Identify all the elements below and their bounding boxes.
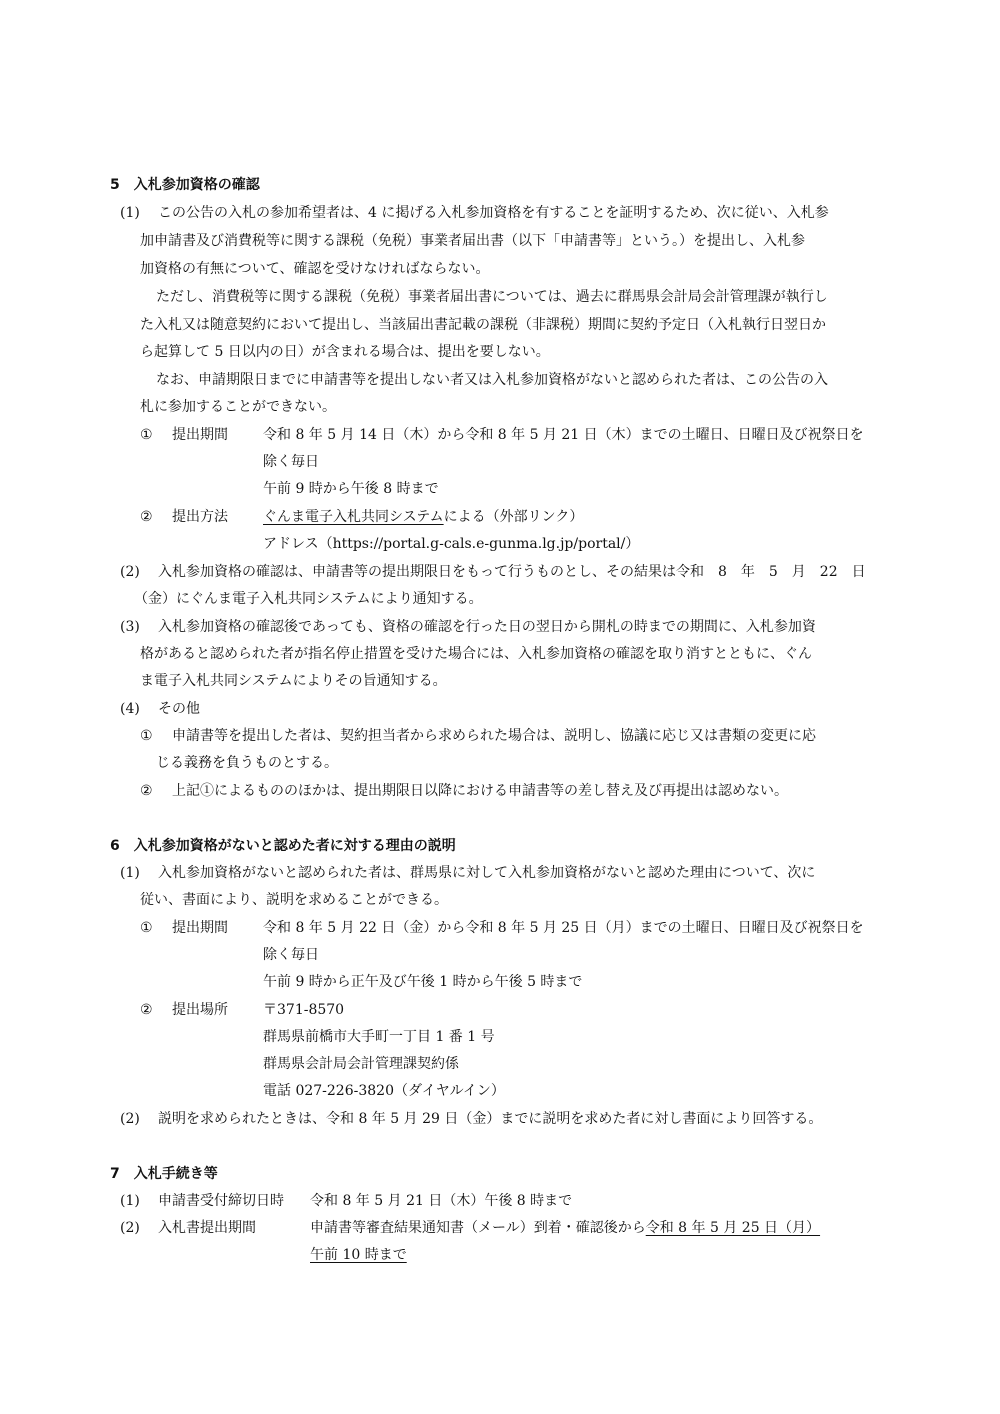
- s5-item2-label: 提出方法: [172, 509, 228, 525]
- office-phone: 電話 027-226-3820（ダイヤルイン）: [263, 1083, 505, 1099]
- s5-p1-line: ら起算して 5 日以内の日）が含まれる場合は、提出を要しない。: [140, 344, 550, 360]
- s6-p2-line: 説明を求められたときは、令和 8 年 5 月 29 日（金）までに説明を求めた者に対し書面により回答する。: [158, 1111, 823, 1127]
- s5-p3-line: 格があると認められた者が指名停止措置を受けた場合には、入札参加資格の確認を取り消すとともに、ぐん: [140, 646, 812, 662]
- s5-p1-line: た入札又は随意契約において提出し、当該届出書記載の課税（非課税）期間に契約予定日（入札執行日翌日か: [140, 317, 826, 333]
- section-5-heading: 5 入札参加資格の確認: [110, 177, 260, 193]
- s5-p4-item1-line: 申請書等を提出した者は、契約担当者から求められた場合は、説明し、協議に応じ又は書類の変更に応: [172, 728, 816, 744]
- s7-p2-value-prefix: 申請書等審査結果通知書（メール）到着・確認後から: [310, 1220, 646, 1236]
- s6-item2-label: 提出場所: [172, 1002, 228, 1018]
- s5-p4-item1-line: じる義務を負うものとする。: [156, 755, 338, 771]
- s6-item1-number: ①: [140, 920, 153, 936]
- office-department: 群馬県会計局会計管理課契約係: [263, 1056, 459, 1072]
- s5-item1-label: 提出期間: [172, 427, 228, 443]
- s7-p1-number: (1): [120, 1193, 140, 1209]
- s5-p1-line: 札に参加することができない。: [140, 399, 336, 415]
- s5-p4-item1-number: ①: [140, 728, 153, 744]
- s7-p2-number: (2): [120, 1220, 140, 1236]
- office-address: 群馬県前橋市大手町一丁目 1 番 1 号: [263, 1029, 495, 1045]
- s5-item1-value: 除く毎日: [263, 454, 319, 470]
- s5-p3-number: (3): [120, 619, 140, 635]
- external-link-note: による（外部リンク）: [443, 509, 584, 525]
- s6-item1-label: 提出期間: [172, 920, 228, 936]
- s5-p2-line: （金）にぐんま電子入札共同システムにより通知する。: [134, 591, 483, 607]
- s5-p4-title: その他: [158, 701, 200, 717]
- s5-p1-line: 加申請書及び消費税等に関する課税（免税）事業者届出書（以下「申請書等」という。）を提出し、入札参: [140, 233, 805, 249]
- s5-p4-item2-line: 上記①によるもののほかは、提出期限日以降における申請書等の差し替え及び再提出は認めない。: [172, 783, 788, 799]
- postal-code: 〒371-8570: [263, 1002, 345, 1018]
- s5-p1-line: この公告の入札の参加希望者は、4 に掲げる入札参加資格を有することを証明するため、次に従い、入札参: [158, 205, 829, 221]
- s6-item1-value: 令和 8 年 5 月 22 日（金）から令和 8 年 5 月 25 日（月）までの土曜日、日曜日及び祝祭日を: [263, 920, 864, 936]
- s5-p3-line: 入札参加資格の確認後であっても、資格の確認を行った日の翌日から開札の時までの期間に、入札参加資: [158, 619, 816, 635]
- s5-p1-line: ただし、消費税等に関する課税（免税）事業者届出書については、過去に群馬県会計局会計管理課が執行し: [156, 289, 828, 305]
- s5-p1-line: なお、申請期限日までに申請書等を提出しない者又は入札参加資格がないと認められた者は、この公告の入: [156, 372, 828, 388]
- s7-p1-label: 申請書受付締切日時: [158, 1193, 284, 1209]
- s7-p2-deadline-time: 午前 10 時まで: [310, 1247, 407, 1263]
- s5-p1-number: (1): [120, 205, 140, 221]
- s5-p2-line: 入札参加資格の確認は、申請書等の提出期限日をもって行うものとし、その結果は令和 8 年 5 月 22 日: [158, 564, 866, 580]
- section-7-heading: 7 入札手続き等: [110, 1166, 218, 1182]
- s5-item1-value: 令和 8 年 5 月 14 日（木）から令和 8 年 5 月 21 日（木）までの土曜日、日曜日及び祝祭日を: [263, 427, 864, 443]
- s7-p2-label: 入札書提出期間: [158, 1220, 256, 1236]
- s6-p2-number: (2): [120, 1111, 140, 1127]
- s6-p1-line: 従い、書面により、説明を求めることができる。: [140, 892, 448, 908]
- s5-item2-number: ②: [140, 509, 153, 525]
- s5-item2-value: [263, 507, 583, 527]
- s5-item1-value: 午前 9 時から午後 8 時まで: [263, 481, 439, 497]
- s5-p4-item2-number: ②: [140, 783, 153, 799]
- s5-p1-line: 加資格の有無について、確認を受けなければならない。: [140, 261, 490, 277]
- s5-item2-address: アドレス（https://portal.g-cals.e-gunma.lg.jp/portal/）: [263, 536, 640, 552]
- s6-p1-line: 入札参加資格がないと認められた者は、群馬県に対して入札参加資格がないと認めた理由について、次に: [158, 865, 816, 881]
- s7-p1-value: 令和 8 年 5 月 21 日（木）午後 8 時まで: [310, 1193, 573, 1209]
- s5-p3-line: ま電子入札共同システムによりその旨通知する。: [140, 673, 447, 689]
- gunma-e-bidding-link[interactable]: ぐんま電子入札共同システム: [263, 509, 444, 525]
- s5-p2-number: (2): [120, 564, 140, 580]
- s7-p2-value: [310, 1218, 820, 1238]
- s5-item1-number: ①: [140, 427, 153, 443]
- s5-p4-number: (4): [120, 701, 140, 717]
- s6-item2-number: ②: [140, 1002, 153, 1018]
- section-6-heading: 6 入札参加資格がないと認めた者に対する理由の説明: [110, 838, 456, 854]
- s7-p2-deadline-date: 令和 8 年 5 月 25 日（月）: [645, 1220, 821, 1236]
- s6-item1-value: 午前 9 時から正午及び午後 1 時から午後 5 時まで: [263, 974, 583, 990]
- s6-p1-number: (1): [120, 865, 140, 881]
- s6-item1-value: 除く毎日: [263, 947, 319, 963]
